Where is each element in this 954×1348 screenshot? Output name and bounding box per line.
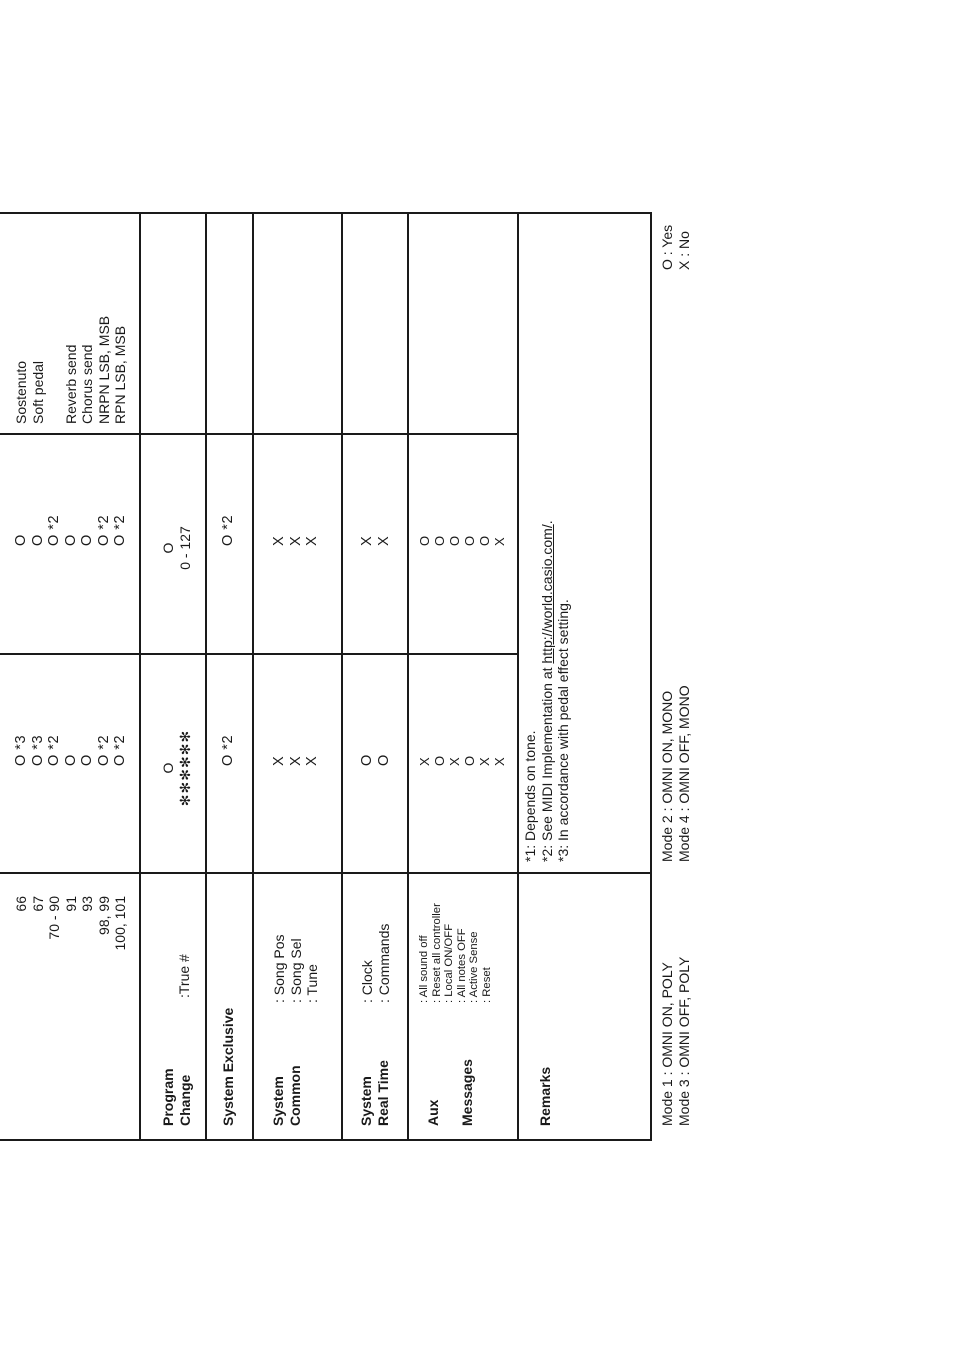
divider-program-change — [205, 212, 207, 1141]
transmitted-value: X — [492, 757, 507, 766]
row-label-line: Real Time — [374, 1060, 391, 1126]
transmitted-value: O — [462, 755, 477, 766]
transmitted-value: O *3 — [29, 734, 46, 766]
controller-remark: NRPN LSB, MSB — [95, 315, 112, 424]
column-divider-function — [0, 873, 652, 875]
system-real-time-label — [358, 1060, 391, 1126]
recognized-value: O — [447, 535, 462, 546]
divider-aux-messages — [517, 212, 519, 1141]
message-item: : Local ON/OFF — [443, 923, 455, 1003]
remark-note: *2: See MIDI Implementation at http://world.casio.com/. — [538, 520, 555, 862]
transmitted-value: O — [359, 754, 375, 766]
program-change-transmitted — [160, 718, 193, 818]
mode-list-left — [659, 957, 692, 1126]
transmitted-value: O — [432, 755, 447, 766]
row-label-line: Common — [286, 1065, 303, 1126]
recognized-value: 0 - 127 — [176, 526, 193, 570]
column-divider-transmitted — [0, 654, 518, 656]
message-item: : Reset — [480, 967, 493, 1003]
program-change-true-number: :True # — [176, 954, 192, 998]
row-label-line: System — [270, 1076, 286, 1126]
transmitted-value: O — [375, 754, 392, 766]
transmitted-value: O *3 — [13, 734, 29, 766]
transmitted-value: ✻✻✻✻✻✻ — [176, 729, 193, 807]
transmitted-value: O *2 — [112, 734, 128, 766]
message-item: : Song Sel — [287, 938, 304, 1003]
remark-note: *3: In accordance with pedal effect setting. — [555, 599, 571, 862]
divider-system-real-time — [407, 212, 409, 1141]
program-change-label — [160, 1068, 193, 1126]
system-real-time-items — [359, 924, 392, 1003]
row-label-line: Program — [160, 1068, 176, 1126]
legend-yes: O : Yes — [659, 224, 675, 270]
recognized-value: O — [29, 534, 46, 546]
mode-definition: Mode 4 : OMNI OFF, MONO — [675, 685, 692, 862]
transmitted-value: O — [62, 754, 79, 766]
message-item: : Active Sense — [468, 931, 480, 1003]
divider-system-common — [341, 212, 343, 1141]
transmitted-value: X — [417, 757, 432, 766]
legend-no: X : No — [675, 231, 692, 270]
controller-remark: RPN LSB, MSB — [112, 325, 128, 424]
recognized-value: O — [13, 534, 29, 546]
controller-remark: Soft pedal — [29, 360, 46, 424]
controller-recognized-list — [0, 446, 129, 546]
recognized-value: X — [304, 535, 320, 546]
controller-number: 98, 99 — [95, 896, 112, 935]
casio-midi-link[interactable]: http://world.casio.com/ — [538, 524, 555, 664]
recognized-value: O *2 — [112, 514, 128, 546]
remark-note: *1: Depends on tone. — [522, 730, 538, 862]
aux-recognized — [417, 536, 507, 546]
system-common-transmitted — [271, 756, 321, 766]
message-item: : Clock — [359, 960, 375, 1003]
table-border-right — [0, 213, 652, 215]
transmitted-value: X — [271, 755, 287, 766]
controller-remarks-list — [0, 219, 129, 424]
message-item: : Commands — [375, 923, 392, 1003]
remarks-label: Remarks — [537, 1066, 553, 1126]
recognized-value: O — [79, 534, 95, 546]
mode-definition: Mode 1 : OMNI ON, POLY — [659, 962, 675, 1126]
mode-list-right — [659, 685, 692, 862]
transmitted-value: O *2 — [46, 734, 62, 766]
system-common-items — [271, 935, 321, 1004]
transmitted-value: X — [477, 757, 492, 766]
recognized-value: O — [160, 542, 176, 554]
column-divider-recognized — [0, 434, 518, 436]
mode-definition: Mode 3 : OMNI OFF, POLY — [675, 956, 692, 1126]
system-real-time-transmitted — [359, 754, 392, 766]
recognized-value: X — [271, 535, 287, 546]
symbol-legend — [659, 225, 692, 270]
system-common-label — [270, 1065, 303, 1126]
recognized-value: O — [432, 535, 447, 546]
controller-number: 70 - 90 — [46, 896, 62, 940]
recognized-value: O — [462, 535, 477, 546]
recognized-value: O — [477, 535, 492, 546]
transmitted-value: O — [79, 754, 95, 766]
system-real-time-recognized — [359, 536, 392, 546]
row-label-line: System — [358, 1076, 374, 1126]
message-item: : All sound off — [418, 935, 430, 1003]
recognized-value: X — [359, 535, 375, 546]
divider-top-section — [139, 212, 141, 1141]
transmitted-value: O *2 — [95, 734, 112, 766]
controller-remark: Chorus send — [79, 344, 95, 424]
controller-number: 67 — [29, 896, 46, 912]
controller-remark: Reverb send — [62, 344, 79, 424]
transmitted-value: X — [304, 755, 320, 766]
controller-transmitted-list — [0, 666, 129, 766]
system-common-recognized — [271, 536, 321, 546]
recognized-value: X — [287, 535, 304, 546]
controller-remark: Sostenuto — [13, 360, 29, 424]
program-change-recognized — [160, 498, 193, 598]
recognized-value: O — [417, 535, 432, 546]
aux-transmitted — [417, 756, 507, 766]
aux-label: Aux — [425, 1099, 441, 1126]
recognized-value: O *2 — [46, 514, 62, 546]
controller-number: 100, 101 — [112, 896, 128, 951]
message-item: : Reset all controller — [430, 903, 443, 1003]
recognized-value: X — [492, 537, 507, 546]
system-exclusive-transmitted: O *2 — [220, 734, 236, 766]
recognized-value: O — [62, 534, 79, 546]
controller-number: 66 — [13, 896, 29, 912]
controller-remark — [46, 219, 63, 424]
table-bottom-border — [650, 212, 652, 1141]
controller-number-list — [0, 896, 129, 1008]
recognized-value: O *2 — [95, 514, 112, 546]
controller-number: 91 — [62, 896, 79, 912]
system-exclusive-label: System Exclusive — [220, 1007, 236, 1126]
message-item: : All notes OFF — [455, 928, 468, 1003]
divider-system-exclusive — [252, 212, 254, 1141]
transmitted-value: X — [447, 757, 462, 766]
system-exclusive-recognized: O *2 — [220, 514, 236, 546]
controller-number: 93 — [79, 896, 95, 912]
transmitted-value: X — [287, 755, 304, 766]
message-item: : Song Pos — [271, 934, 287, 1003]
table-border-left — [0, 1140, 652, 1142]
message-item: : Tune — [304, 964, 320, 1003]
row-label-line: Change — [176, 1074, 193, 1126]
transmitted-value: O — [160, 762, 176, 774]
mode-definition: Mode 2 : OMNI ON, MONO — [659, 690, 675, 862]
messages-label: Messages — [459, 1059, 475, 1126]
recognized-value: X — [375, 535, 392, 546]
remarks-notes — [522, 520, 572, 862]
aux-message-items — [418, 903, 493, 1003]
